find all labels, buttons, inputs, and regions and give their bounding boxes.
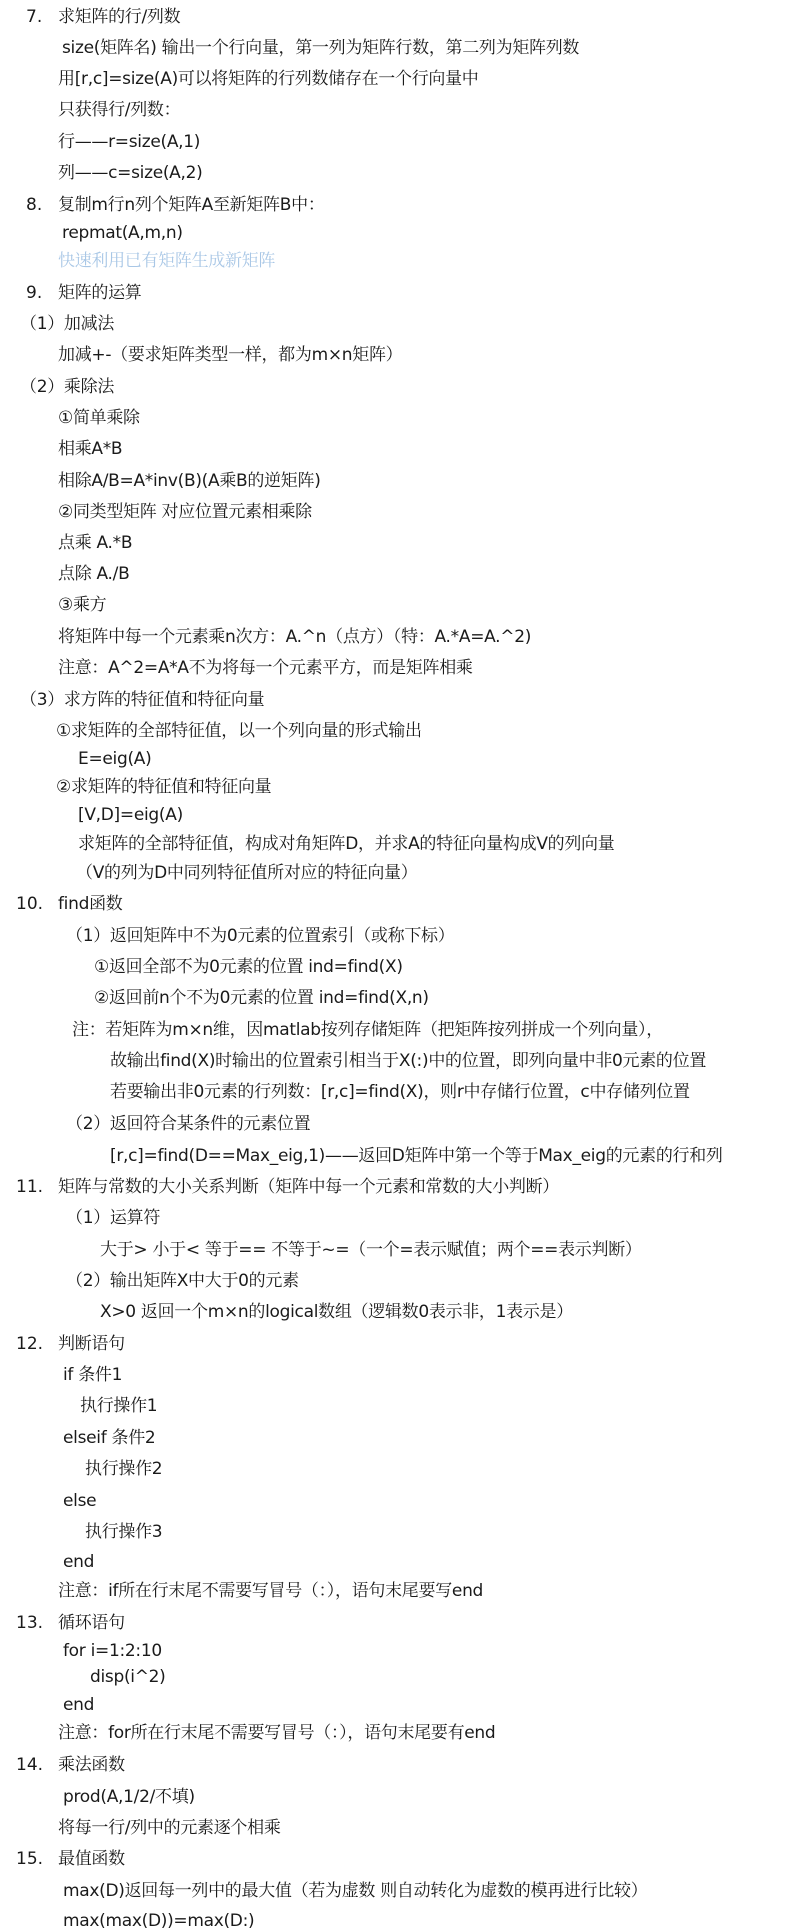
section-title: 矩阵的运算 xyxy=(58,283,142,303)
text-line: ①简单乘除 xyxy=(58,408,140,428)
text-line: 加减+-（要求矩阵类型一样，都为m×n矩阵） xyxy=(58,345,403,365)
code-line: 执行操作3 xyxy=(85,1522,163,1542)
section-title: 乘法函数 xyxy=(58,1755,125,1775)
subsection-label: （2）返回符合某条件的元素位置 xyxy=(66,1114,311,1134)
text-line: 相乘A*B xyxy=(58,439,123,459)
code-line: end xyxy=(63,1552,95,1572)
text-line: 点乘 A.*B xyxy=(58,533,133,553)
section-title: 矩阵与常数的大小关系判断（矩阵中每一个元素和常数的大小判断） xyxy=(58,1177,559,1197)
text-line: 用[r,c]=size(A)可以将矩阵的行列数储存在一个行向量中 xyxy=(58,69,479,89)
hint-text: 快速利用已有矩阵生成新矩阵 xyxy=(58,251,276,271)
code-line: disp(i^2) xyxy=(90,1667,166,1687)
text-line: （V的列为D中同列特征值所对应的特征向量） xyxy=(76,863,418,883)
section-number: 11. xyxy=(16,1177,44,1197)
text-line: 注意：A^2=A*A不为将每一个元素平方，而是矩阵相乘 xyxy=(58,658,473,678)
text-line: 相除A/B=A*inv(B)(A乘B的逆矩阵) xyxy=(58,471,321,491)
section-number: 13. xyxy=(16,1613,44,1633)
text-line: 点除 A./B xyxy=(58,564,130,584)
note-line: 注意：if所在行末尾不需要写冒号（：），语句末尾要写end xyxy=(58,1581,484,1601)
subsection-label: （1）运算符 xyxy=(66,1208,161,1228)
code-line: 执行操作1 xyxy=(80,1396,158,1416)
subsection-label: （1）加减法 xyxy=(20,314,115,334)
section-number: 15. xyxy=(16,1849,44,1869)
text-line: max(D)返回每一列中的最大值（若为虚数 则自动转化为虚数的模再进行比较） xyxy=(63,1881,648,1901)
text-line: ①返回全部不为0元素的位置 ind=find(X) xyxy=(94,957,403,977)
code-line: [V,D]=eig(A) xyxy=(78,805,183,825)
section-title: 循环语句 xyxy=(58,1613,125,1633)
subsection-label: （2）乘除法 xyxy=(20,377,115,397)
text-line: 行——r=size(A,1) xyxy=(58,132,201,152)
code-line: [r,c]=find(D==Max_eig,1)——返回D矩阵中第一个等于Max_eig的元素的行和列 xyxy=(110,1146,723,1166)
code-line: else xyxy=(63,1491,97,1511)
code-line: E=eig(A) xyxy=(78,749,152,769)
section-number: 7. xyxy=(26,7,43,27)
text-line: size(矩阵名) 输出一个行向量，第一列为矩阵行数，第二列为矩阵列数 xyxy=(62,38,580,58)
text-line: 将每一行/列中的元素逐个相乘 xyxy=(58,1818,281,1838)
note-line: 注意：for所在行末尾不需要写冒号（：），语句末尾要有end xyxy=(58,1723,496,1743)
section-title: 复制m行n列个矩阵A至新矩阵B中： xyxy=(58,195,325,215)
section-title: find函数 xyxy=(58,894,123,914)
text-line: 列——c=size(A,2) xyxy=(58,163,203,183)
code-line: end xyxy=(63,1695,95,1715)
section-title: 求矩阵的行/列数 xyxy=(58,7,181,27)
code-line: for i=1:2:10 xyxy=(63,1641,162,1661)
code-line: repmat(A,m,n) xyxy=(62,223,183,243)
note-line: 若要输出非0元素的行列数：[r,c]=find(X)，则r中存储行位置，c中存储列位置 xyxy=(110,1082,690,1102)
text-line: X>0 返回一个m×n的logical数组（逻辑数0表示非，1表示是） xyxy=(100,1302,573,1322)
code-line: max(max(D))=max(D:) xyxy=(63,1911,255,1931)
text-line: 只获得行/列数： xyxy=(58,100,181,120)
text-line: ②同类型矩阵 对应位置元素相乘除 xyxy=(58,502,312,522)
text-line: ②求矩阵的特征值和特征向量 xyxy=(56,777,272,797)
section-number: 12. xyxy=(16,1334,44,1354)
code-line: 执行操作2 xyxy=(85,1459,163,1479)
code-line: if 条件1 xyxy=(63,1365,123,1385)
text-line: ③乘方 xyxy=(58,595,107,615)
text-line: ②返回前n个不为0元素的位置 ind=find(X,n) xyxy=(94,988,429,1008)
section-number: 14. xyxy=(16,1755,44,1775)
section-title: 最值函数 xyxy=(58,1849,125,1869)
text-line: 大于> 小于< 等于== 不等于~=（一个=表示赋值；两个==表示判断） xyxy=(100,1240,642,1260)
note-line: 故输出find(X)时输出的位置索引相当于X(:)中的位置，即列向量中非0元素的位置 xyxy=(110,1051,707,1071)
section-title: 判断语句 xyxy=(58,1334,125,1354)
code-line: elseif 条件2 xyxy=(63,1428,156,1448)
section-number: 10. xyxy=(16,894,44,914)
text-line: ①求矩阵的全部特征值，以一个列向量的形式输出 xyxy=(56,721,422,741)
subsection-label: （3）求方阵的特征值和特征向量 xyxy=(20,690,265,710)
section-number: 9. xyxy=(26,283,43,303)
note-line: 注：若矩阵为m×n维，因matlab按列存储矩阵（把矩阵按列拼成一个列向量）， xyxy=(72,1020,663,1040)
subsection-label: （2）输出矩阵X中大于0的元素 xyxy=(66,1271,299,1291)
text-line: 将矩阵中每一个元素乘n次方：A.^n（点方）（特：A.*A=A.^2) xyxy=(58,627,532,647)
subsection-label: （1）返回矩阵中不为0元素的位置索引（或称下标） xyxy=(66,926,455,946)
section-number: 8. xyxy=(26,195,43,215)
code-line: prod(A,1/2/不填) xyxy=(63,1787,195,1807)
text-line: 求矩阵的全部特征值，构成对角矩阵D，并求A的特征向量构成V的列向量 xyxy=(78,834,615,854)
